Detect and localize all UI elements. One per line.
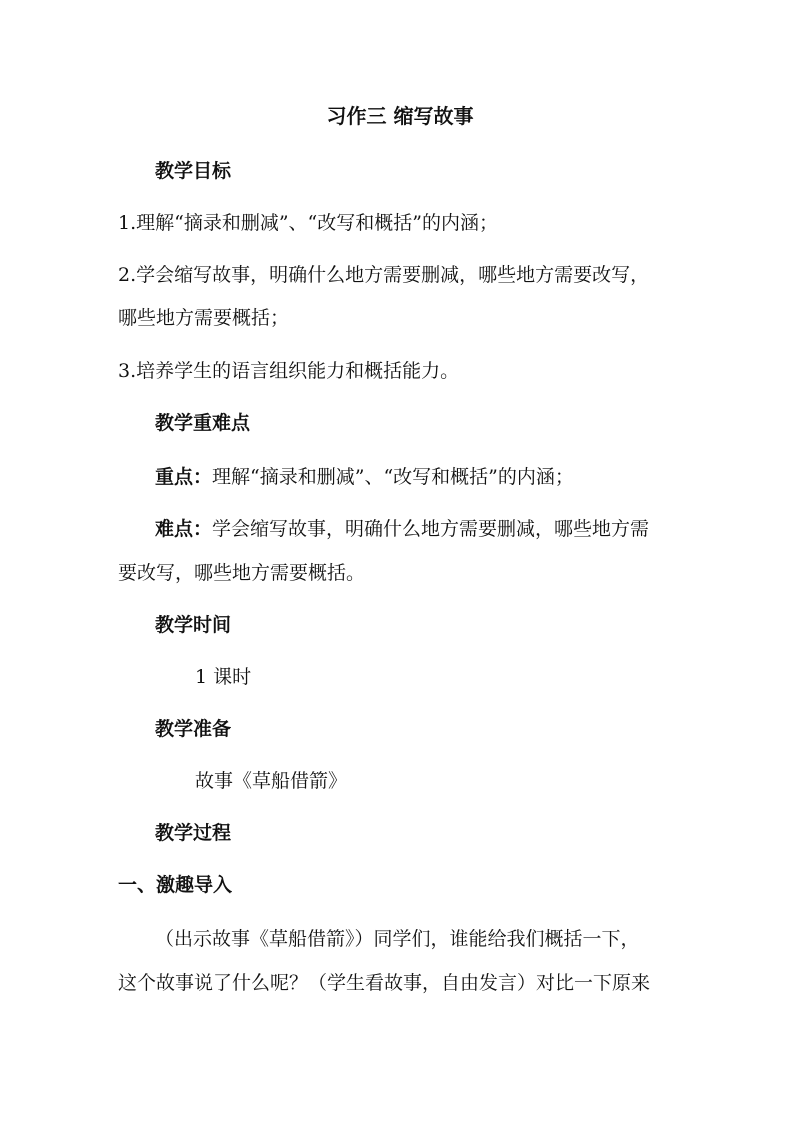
- hard-point-line-2: 要改写，哪些地方需要概括。: [118, 562, 366, 584]
- prep-value: 故事《草船借箭》: [195, 770, 348, 792]
- hard-point-label: 难点：: [155, 518, 213, 540]
- keypoints-heading: 教学重难点: [155, 412, 251, 434]
- goal-item-1: 1.理解“摘录和删减”、“改写和概括”的内涵；: [118, 212, 498, 234]
- time-heading: 教学时间: [155, 614, 232, 636]
- key-point: [155, 464, 735, 490]
- paragraph-1-line-2: 这个故事说了什么呢？（学生看故事，自由发言）对比一下原来: [118, 972, 651, 994]
- goal-item-3: 3.培养学生的语言组织能力和概括能力。: [118, 360, 460, 382]
- key-point-text: 理解“摘录和删减”、“改写和概括”的内涵；: [212, 466, 574, 488]
- page-title: 习作三 缩写故事: [326, 104, 474, 128]
- goal-item-2-line-1: 2.学会缩写故事，明确什么地方需要删减，哪些地方需要改写，: [118, 264, 650, 286]
- process-heading: 教学过程: [155, 822, 232, 844]
- section-1-heading: 一、激趣导入: [118, 874, 233, 896]
- time-value: 1 课时: [195, 666, 252, 688]
- goal-item-2-line-2: 哪些地方需要概括；: [118, 307, 290, 329]
- prep-heading: 教学准备: [155, 718, 232, 740]
- hard-point-line-1: [155, 516, 735, 542]
- key-point-label: 重点：: [155, 466, 213, 488]
- paragraph-1-line-1: （出示故事《草船借箭》）同学们，谁能给我们概括一下，: [155, 928, 640, 950]
- hard-point-text: 学会缩写故事，明确什么地方需要删减，哪些地方需: [212, 518, 650, 540]
- goals-heading: 教学目标: [155, 160, 232, 182]
